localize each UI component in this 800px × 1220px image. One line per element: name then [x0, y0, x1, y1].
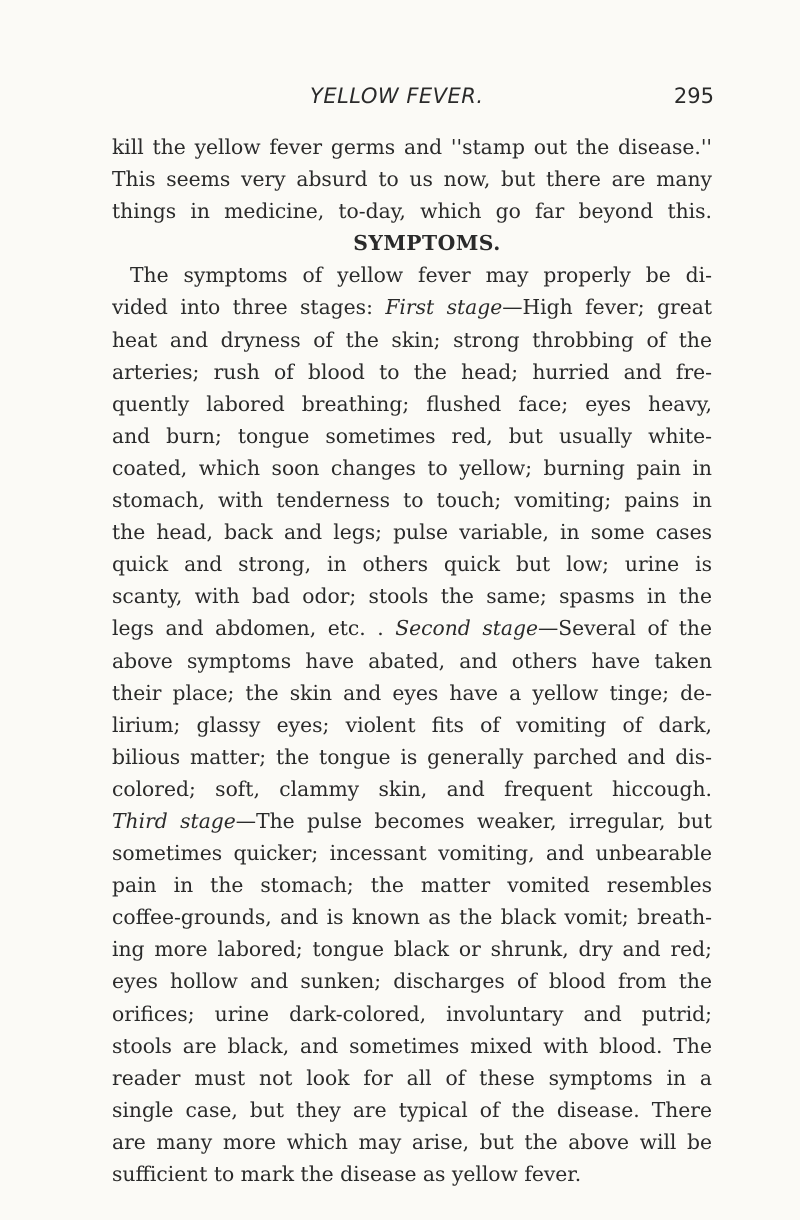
text-line: pain in the stomach; the matter vomited resembles [112, 873, 712, 898]
text-line: lirium; glassy eyes; violent fits of vomiting of dark, [112, 712, 712, 737]
text-span: —High fever; great [502, 295, 712, 320]
text-line: things in medicine, to-day, which go far beyond this. [112, 199, 712, 224]
stage-label-third: Third stage [112, 808, 236, 833]
text-line: kill the yellow fever germs and ''stamp out the disease.'' [112, 135, 712, 159]
text-line: reader must not look for all of these symptoms in a [112, 1065, 712, 1090]
text-line: This seems very absurd to us now, but there are many [112, 167, 712, 192]
text-span: vided into three stages: [112, 295, 386, 320]
text-line: stools are black, and sometimes mixed with blood. The [112, 1033, 712, 1058]
text-line: arteries; rush of blood to the head; hurried and fre- [112, 359, 712, 384]
text-line: scanty, with bad odor; stools the same; spasms in the [112, 584, 712, 609]
text-line: colored; soft, clammy skin, and frequent hiccough. [112, 776, 712, 801]
text-line: are many more which may arise, but the above will be [112, 1129, 712, 1154]
text-line: eyes hollow and sunken; discharges of blood from the [112, 969, 712, 994]
text-line: sufficient to mark the disease as yellow fever. [112, 1162, 582, 1186]
stage-label-first: First stage [385, 295, 503, 320]
section-heading: SYMPTOMS. [353, 231, 501, 256]
text-line: ing more labored; tongue black or shrunk, dry and red; [112, 937, 712, 962]
text-line [112, 805, 712, 837]
text-line: their place; the skin and eyes have a yellow tinge; de- [112, 680, 712, 705]
text-line: heat and dryness of the skin; strong throbbing of the [112, 327, 712, 352]
text-line: The symptoms of yellow fever may properly be di- [130, 263, 712, 288]
running-head-title: YELLOW FEVER. [310, 84, 484, 108]
body-text [112, 131, 712, 1190]
text-span: —The pulse becomes weaker, irregular, but [235, 808, 712, 833]
text-span: legs and abdomen, etc. . [112, 616, 396, 641]
text-line [112, 612, 712, 644]
text-line: coated, which soon changes to yellow; burning pain in [112, 455, 712, 480]
text-line: quently labored breathing; flushed face; eyes heavy, [112, 391, 712, 416]
text-line: quick and strong, in others quick but low; urine is [112, 552, 712, 577]
text-line [112, 291, 712, 323]
text-line: coffee-grounds, and is known as the black vomit; breath- [112, 905, 712, 930]
text-line: bilious matter; the tongue is generally parched and dis- [112, 744, 712, 769]
text-line: the head, back and legs; pulse variable, in some cases [112, 520, 712, 545]
text-line: sometimes quicker; incessant vomiting, and unbearable [112, 841, 712, 866]
text-line: single case, but they are typical of the disease. There [112, 1097, 712, 1122]
text-line: orifices; urine dark-colored, involuntary and putrid; [112, 1001, 712, 1026]
stage-label-second: Second stage [395, 616, 538, 641]
page-number: 295 [673, 84, 714, 108]
text-line: and burn; tongue sometimes red, but usually white- [112, 423, 712, 448]
text-line: above symptoms have abated, and others have taken [112, 648, 712, 673]
running-head [214, 84, 714, 114]
text-line: stomach, with tenderness to touch; vomiting; pains in [112, 488, 712, 513]
text-span: —Several of the [538, 616, 712, 641]
